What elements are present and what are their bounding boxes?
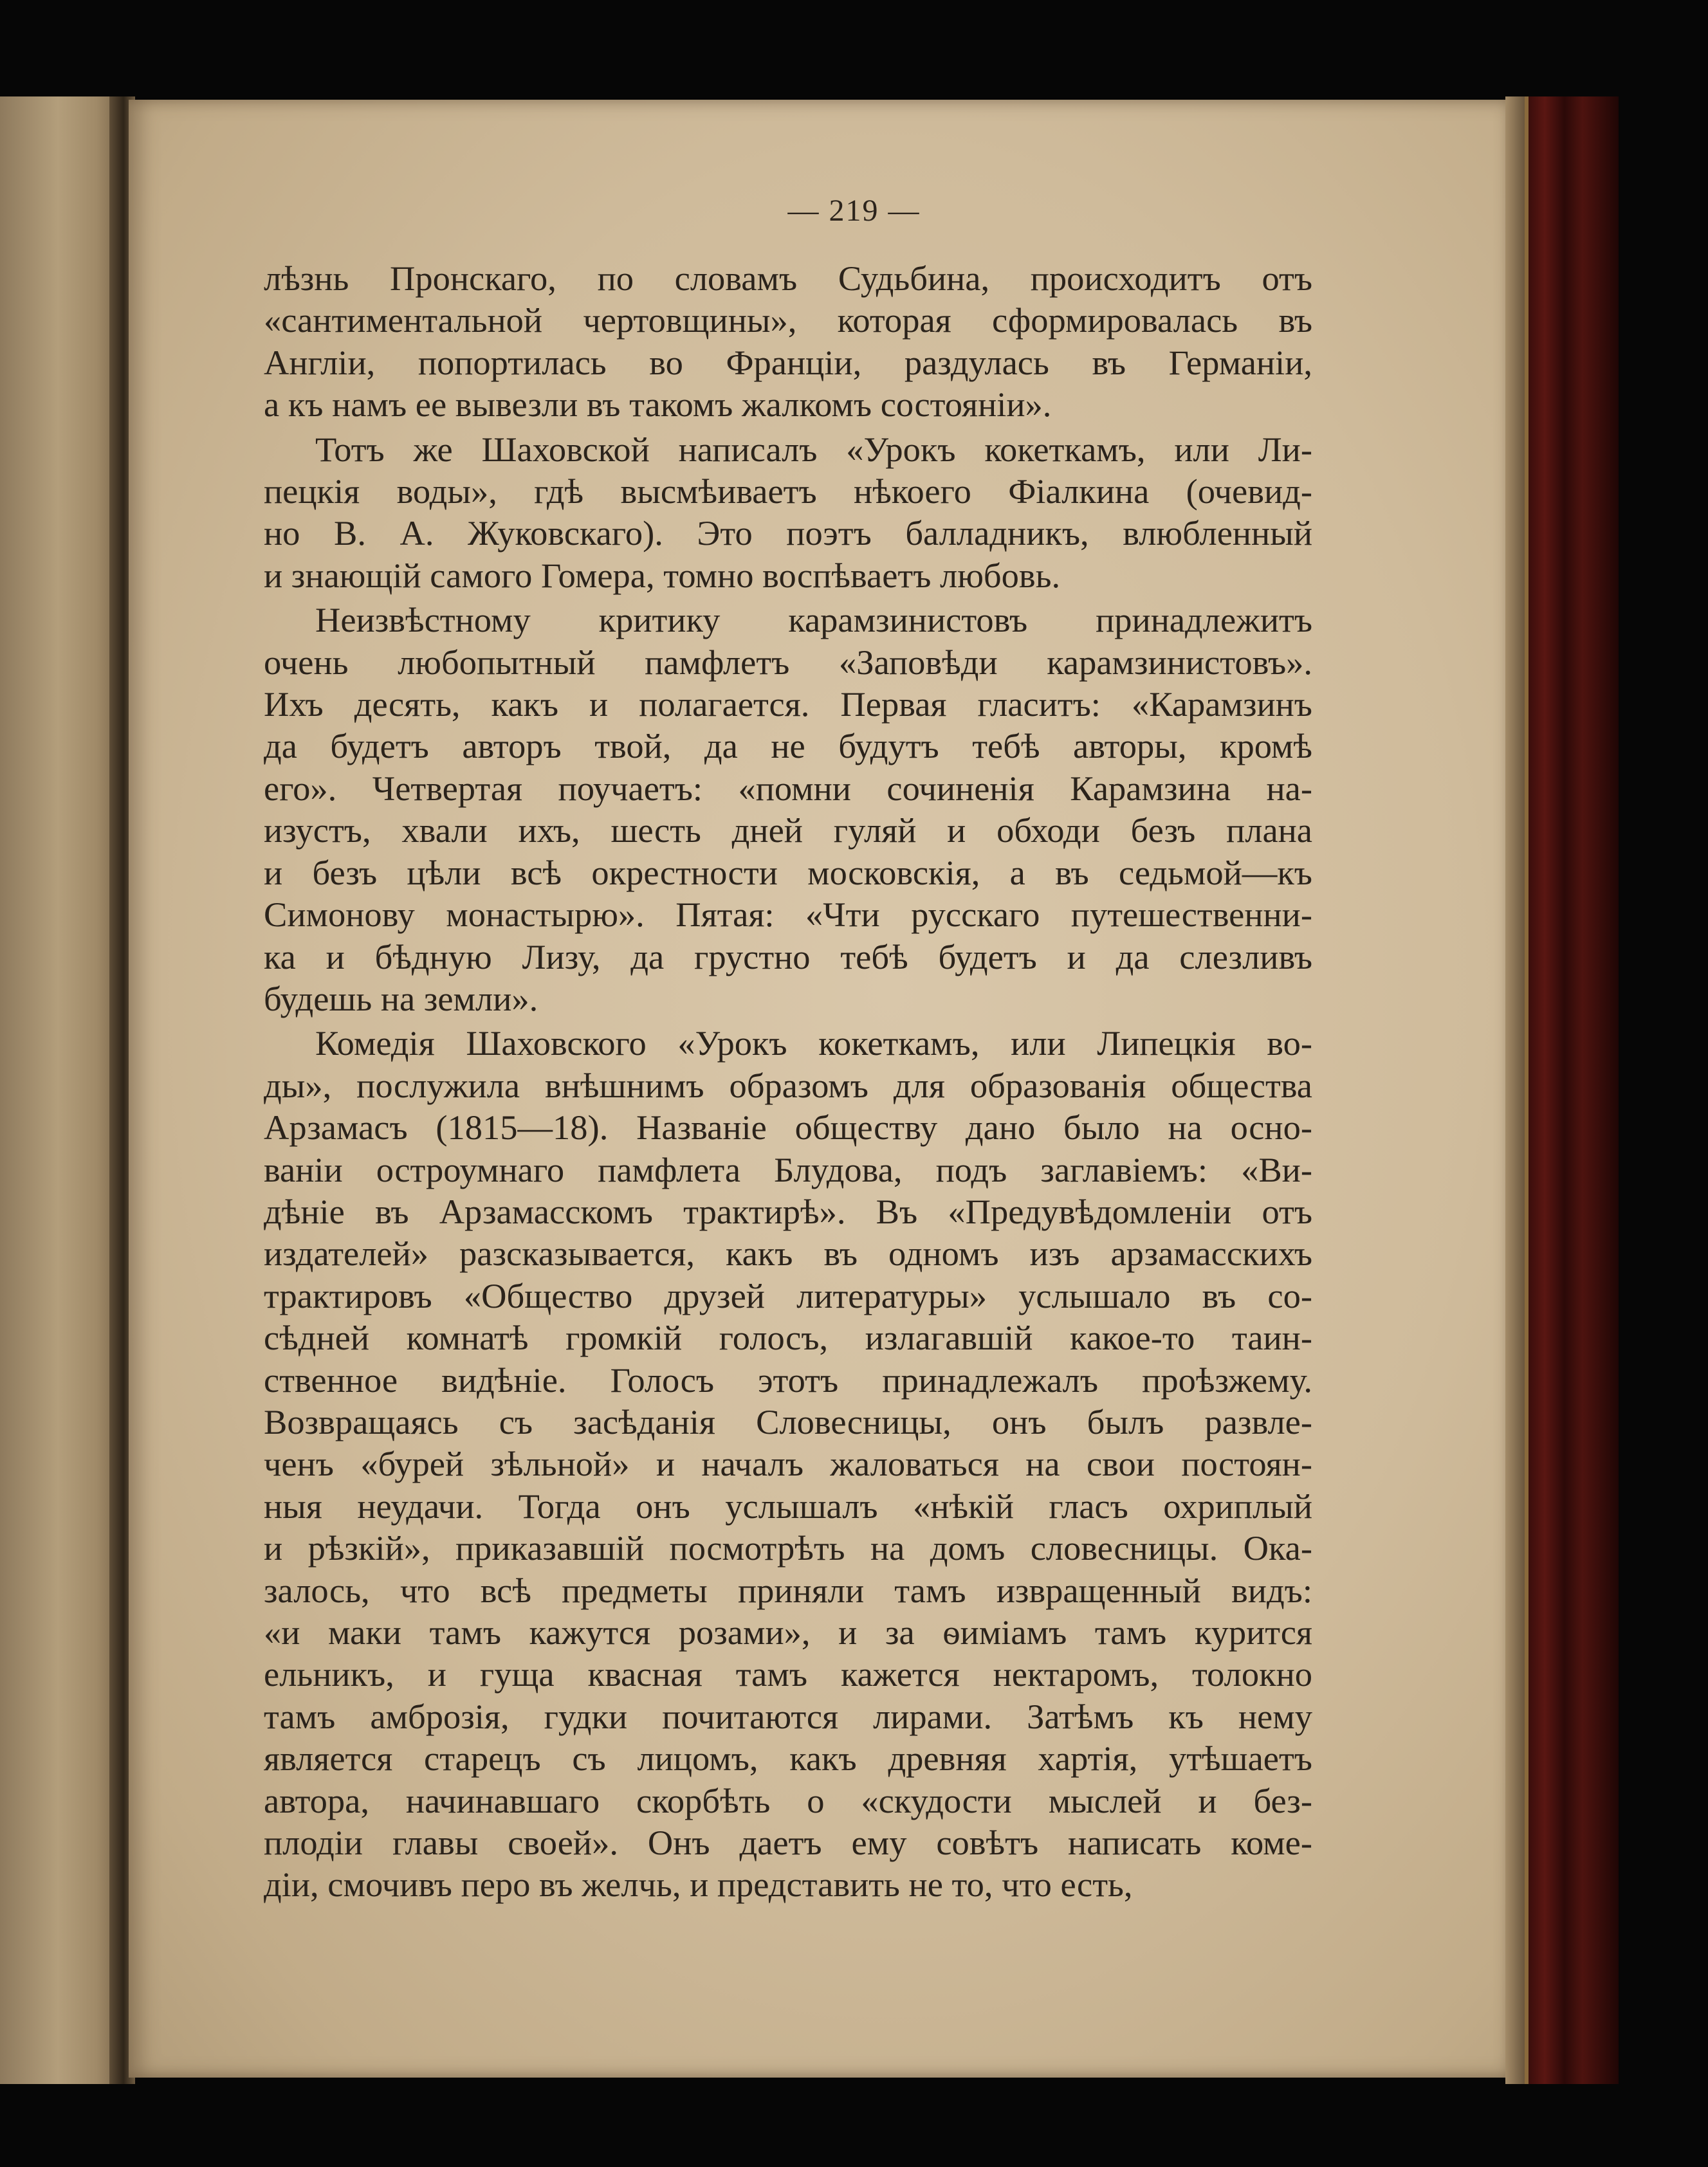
text-line: ельникъ, и гуща квасная тамъ кажется нектаромъ, толокно: [264, 1654, 1312, 1694]
text-line: будешь на земли».: [264, 978, 538, 1018]
text-line: автора, начинавшаго скорбѣть о «скудости мыслей и без-: [264, 1780, 1312, 1820]
text-line: Возвращаясь съ засѣданія Словесницы, онъ былъ развле-: [264, 1402, 1312, 1441]
text-line: Арзамасъ (1815—18). Названіе обществу дано было на осно-: [264, 1108, 1312, 1148]
text-line: издателей» разсказывается, какъ въ одномъ изъ арзамасскихъ: [264, 1234, 1312, 1274]
page-stack-edge: [1505, 96, 1525, 2084]
text-line: Комедія Шаховского «Урокъ кокеткамъ, или Липецкія во-: [315, 1023, 1312, 1063]
paragraph: [264, 428, 1312, 597]
text-line: «сантиментальной чертовщины», которая сформировалась въ: [264, 300, 1312, 340]
text-line: Тотъ же Шаховской написалъ «Урокъ кокеткамъ, или Ли-: [315, 429, 1312, 469]
text-line: и знающій самого Гомера, томно воспѣваетъ любовь.: [264, 555, 1061, 595]
text-line: но В. А. Жуковскаго). Это поэтъ балладникъ, влюбленный: [264, 513, 1312, 553]
text-line: а къ намъ ее вывезли въ такомъ жалкомъ состояніи».: [264, 385, 1052, 425]
page-number: — 219 —: [787, 194, 921, 228]
text-line: и безъ цѣли всѣ окрестности московскія, а въ седьмой—къ: [264, 852, 1312, 892]
text-line: ственное видѣніе. Голосъ этотъ принадлежалъ проѣзжему.: [264, 1360, 1312, 1400]
text-line: трактировъ «Общество друзей литературы» услышало въ со-: [264, 1276, 1312, 1315]
text-line: лѣзнь Пронскаго, по словамъ Судьбина, происходитъ отъ: [264, 259, 1312, 298]
paragraph: [264, 257, 1312, 426]
text-line: является старецъ съ лицомъ, какъ древняя хартія, утѣшаетъ: [264, 1739, 1312, 1778]
text-line: Симонову монастырю». Пятая: «Чти русскаго путешественни-: [264, 895, 1312, 935]
paragraph: [264, 1022, 1312, 1906]
text-line: очень любопытный памфлетъ «Заповѣди карамзинистовъ».: [264, 642, 1312, 682]
text-line: да будетъ авторъ твой, да не будутъ тебѣ авторы, кромѣ: [264, 726, 1312, 766]
text-line: Ихъ десять, какъ и полагается. Первая гласитъ: «Карамзинъ: [264, 684, 1312, 724]
text-line: изустъ, хвали ихъ, шесть дней гуляй и обходи безъ плана: [264, 810, 1312, 850]
text-line: ныя неудачи. Тогда онъ услышалъ «нѣкій гласъ охриплый: [264, 1486, 1312, 1526]
text-line: ченъ «бурей зѣльной» и началъ жаловаться на свои постоян-: [264, 1444, 1312, 1484]
text-line: «и маки тамъ кажутся розами», и за ѳиміамъ тамъ курится: [264, 1613, 1312, 1652]
page-text: [264, 257, 1312, 1908]
text-line: ды», послужила внѣшнимъ образомъ для образованія общества: [264, 1065, 1312, 1105]
paragraph: [264, 599, 1312, 1019]
text-line: пецкія воды», гдѣ высмѣиваетъ нѣкоего Фіалкина (очевид-: [264, 471, 1312, 511]
text-line: ваніи остроумнаго памфлета Блудова, подъ заглавіемъ: «Ви-: [264, 1149, 1312, 1189]
text-line: его». Четвертая поучаетъ: «помни сочиненія Карамзина на-: [264, 768, 1312, 808]
book-cover-edge: [1525, 96, 1619, 2084]
text-line: Англіи, попортилась во Франціи, раздулась въ Германіи,: [264, 342, 1312, 382]
text-line: діи, смочивъ перо въ желчь, и представить не то, что есть,: [264, 1865, 1133, 1905]
text-line: ка и бѣдную Лизу, да грустно тебѣ будетъ и да слезливъ: [264, 937, 1312, 976]
text-line: тамъ амброзія, гудки почитаются лирами. Затѣмъ къ нему: [264, 1696, 1312, 1736]
text-line: сѣдней комнатѣ громкій голосъ, излагавшій какое-то таин-: [264, 1318, 1312, 1358]
text-line: и рѣзкій», приказавшій посмотрѣть на домъ словесницы. Ока-: [264, 1528, 1312, 1568]
text-line: плодіи главы своей». Онъ даетъ ему совѣтъ написать коме-: [264, 1823, 1312, 1863]
text-line: Неизвѣстному критику карамзинистовъ принадлежитъ: [315, 600, 1312, 640]
text-line: залось, что всѣ предметы приняли тамъ извращенный видъ:: [264, 1570, 1312, 1610]
text-line: дѣніе въ Арзамасскомъ трактирѣ». Въ «Предувѣдомленіи отъ: [264, 1191, 1312, 1231]
